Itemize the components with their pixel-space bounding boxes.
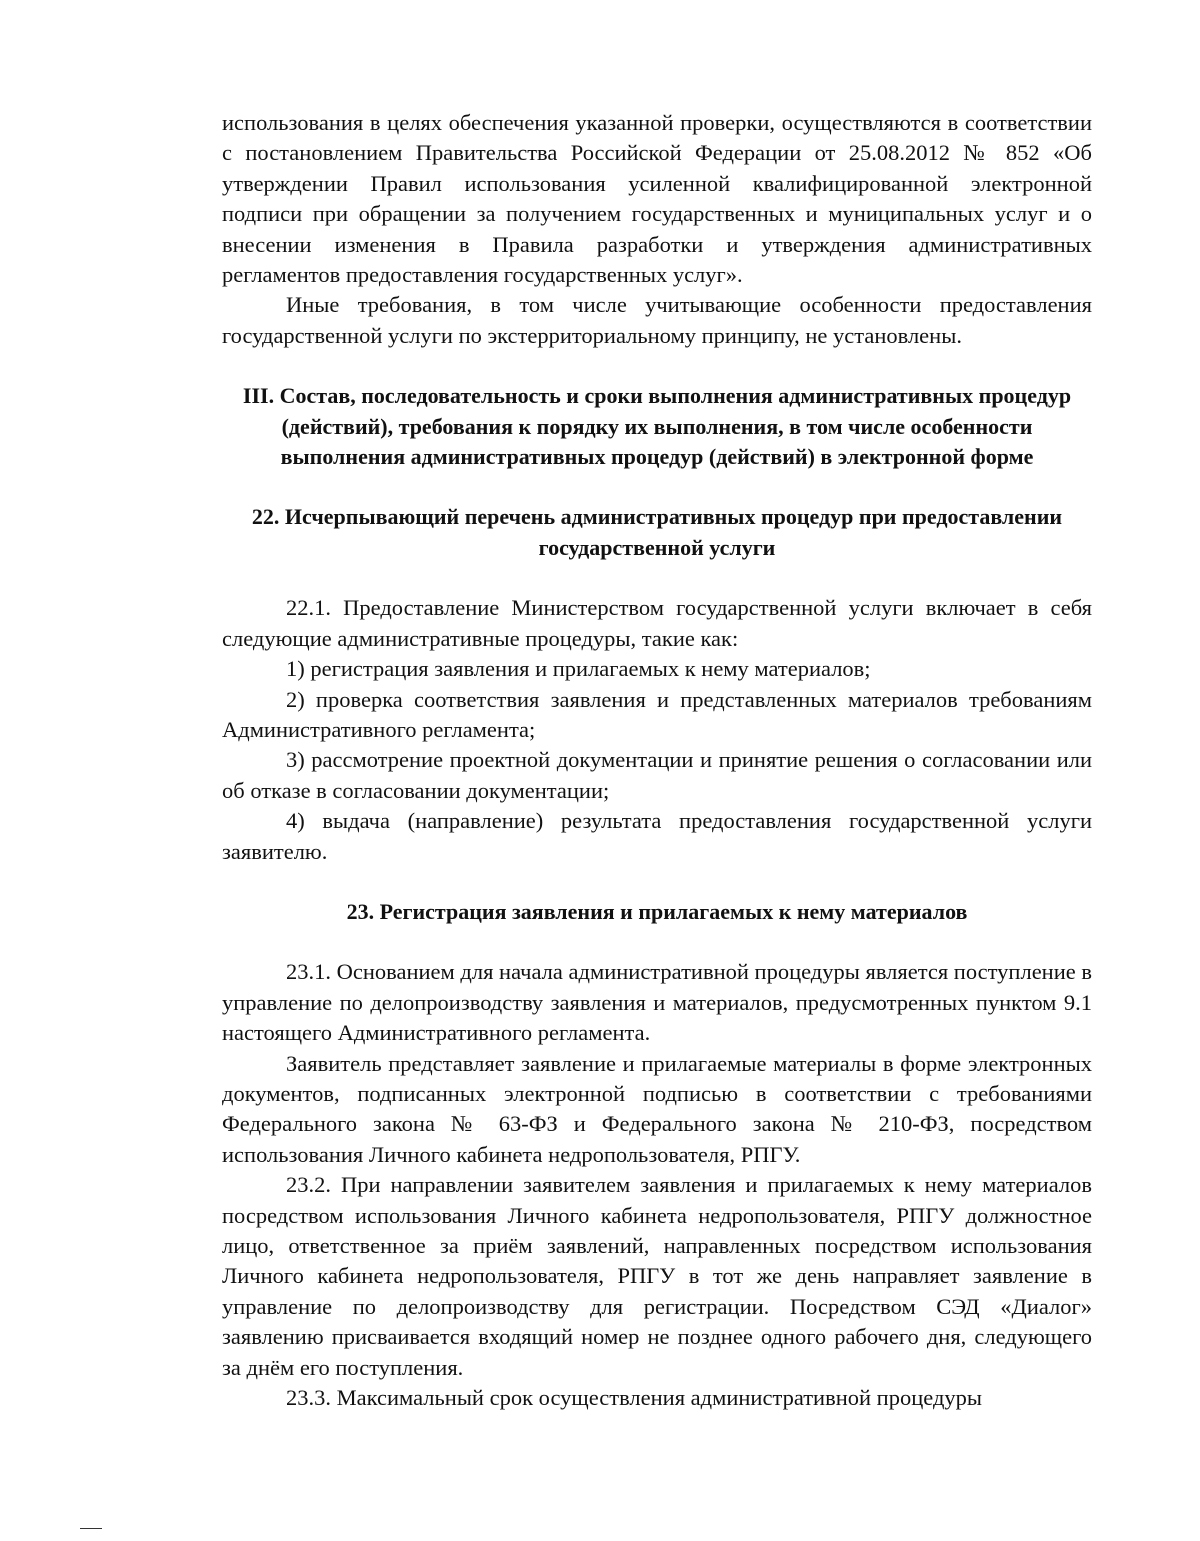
document-page [222,108,1092,1413]
page-footer-mark [80,1528,102,1529]
other-requirements-paragraph: Иные требования, в том числе учитывающие особенности предоставления государственной услуги по экстерриториальному принципу, не установлены. [222,292,1092,348]
paragraph-23-1: 23.1. Основанием для начала административной процедуры является поступление в управление по делопроизводству заявления и материалов, предусмотренных пунктом 9.1 настоящего Административного регламента. [222,959,1092,1046]
list-item-1: 1) регистрация заявления и прилагаемых к нему материалов; [286,656,871,682]
paragraph-23-2: 23.2. При направлении заявителем заявления и прилагаемых к нему материалов посредством использования Личного кабинета недропользователя, РПГУ должностное лицо, ответственное за приём заявлений, направленных посредством использования Личного кабинета недропользователя, РПГУ в тот же день направляет заявление в управление по делопроизводству для регистрации. Посредством СЭД «Диалог» заявлению присваивается входящий номер не позднее одного рабочего дня, следующего за днём его поступления. [222,1172,1092,1380]
paragraph-23-3: 23.3. Максимальный срок осуществления административной процедуры [286,1385,983,1411]
list-item-4: 4) выдача (направление) результата предоставления государственной услуги заявителю. [222,808,1092,864]
subsection-22-heading: 22. Исчерпывающий перечень административных процедур при предоставлении государственной услуги [251,504,1063,560]
paragraph-22-1: 22.1. Предоставление Министерством государственной услуги включает в себя следующие административные процедуры, такие как: [222,595,1092,651]
intro-paragraph: использования в целях обеспечения указанной проверки, осуществляются в соответствии с постановлением Правительства Российской Федерации от 25.08.2012 № 852 «Об утверждении Правил использования усиленной квалифицированной электронной подписи при обращении за получением государственных и муниципальных услуг и о внесении изменения в Правила разработки и утверждения административных регламентов предоставления государственных услуг». [222,110,1092,288]
section-heading: III. Состав, последовательность и сроки выполнения административных процедур (действий), требования к порядку их выполнения, в том числе особенности выполнения административных процедур (действий) в электронной форме [242,383,1072,470]
paragraph-23-1-applicant: Заявитель представляет заявление и прилагаемые материалы в форме электронных документов, подписанных электронной подписью в соответствии с требованиями Федерального закона № 63-ФЗ и Федерального закона № 210-ФЗ, посредством использования Личного кабинета недропользователя, РПГУ. [222,1050,1092,1167]
list-item-2: 2) проверка соответствия заявления и представленных материалов требованиям Административного регламента; [222,686,1092,742]
list-item-3: 3) рассмотрение проектной документации и принятие решения о согласовании или об отказе в согласовании документации; [222,747,1092,803]
subsection-23-heading: 23. Регистрация заявления и прилагаемых к нему материалов [346,898,968,924]
